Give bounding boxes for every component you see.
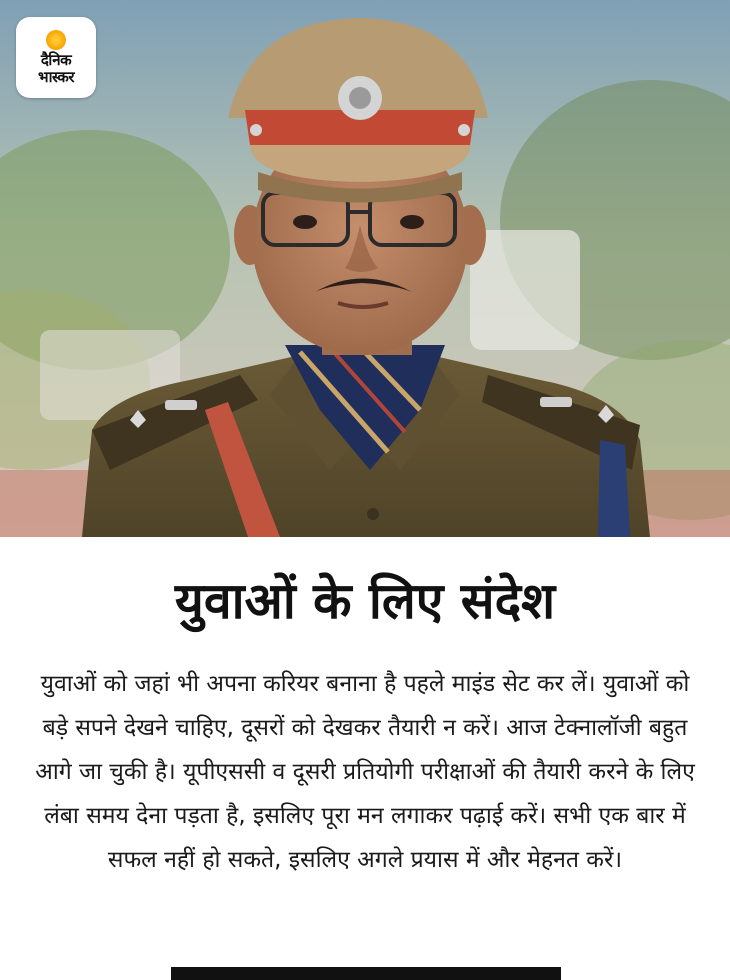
sun-icon bbox=[46, 30, 66, 50]
dainik-bhaskar-logo[interactable] bbox=[16, 17, 96, 98]
message-paragraph: युवाओं को जहां भी अपना करियर बनाना है पहले माइंड सेट कर लें। युवाओं को बड़े सपने देखने चाहिए, दूसरों को देखकर तैयारी न करें। आज टेक्नालॉजी बहुत आगे जा चुकी है। यूपीएससी व दूसरी प्रतियोगी परीक्षाओं की तैयारी करने के लिए लंबा समय देना पड़ता है, इसलिए पूरा मन लगाकर पढ़ाई करें। सभी एक बार में सफल नहीं हो सकते, इसलिए अगले प्रयास में और मेहनत करें। bbox=[35, 671, 695, 873]
logo-text-line2: भास्कर bbox=[38, 67, 74, 86]
logo-text-line1: दैनिक bbox=[40, 50, 72, 69]
headline: युवाओं के लिए संदेश bbox=[174, 572, 556, 630]
bottom-divider bbox=[171, 967, 561, 980]
